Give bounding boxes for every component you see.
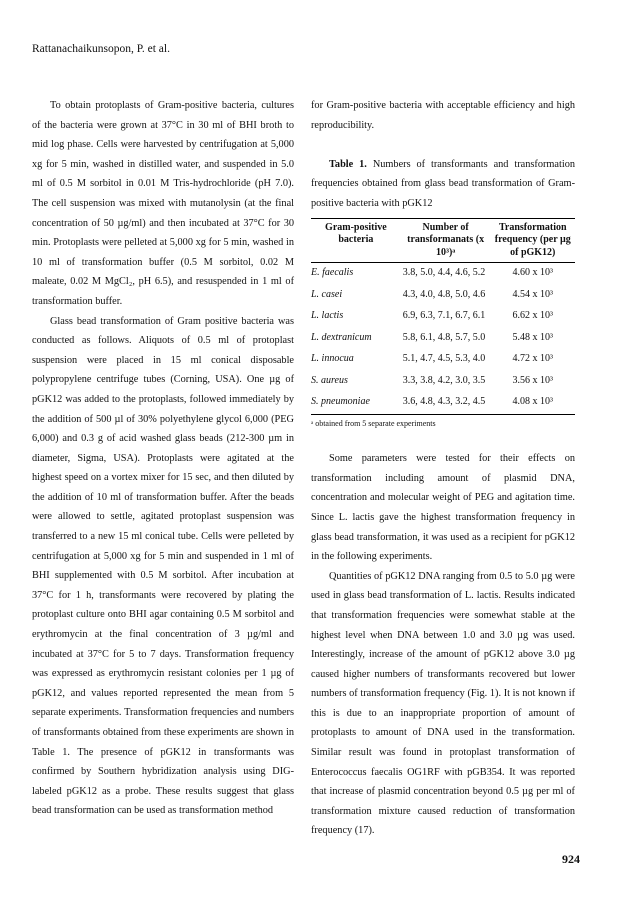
table-caption [311, 155, 575, 214]
table-cell: 4.72 x 10³ [512, 353, 553, 365]
header-frequency: Transformation frequency (per µg of pGK12) [494, 221, 571, 258]
table-caption-label: Table 1. [329, 158, 367, 170]
table-row [311, 328, 575, 350]
table-row [311, 285, 575, 307]
running-header: Rattanachaikunsopon, P. et al. [32, 43, 170, 55]
table-cell: S. aureus [311, 374, 348, 386]
table-row [311, 349, 575, 371]
table-footnote: ᵃ obtained from 5 separate experiments [311, 418, 436, 428]
left-column [32, 96, 294, 821]
table-cell: 3.3, 3.8, 4.2, 3.0, 3.5 [402, 374, 486, 386]
table-cell: 4.54 x 10³ [512, 288, 553, 300]
table-cell: L. casei [311, 288, 343, 300]
table-cell: S. pneumoniae [311, 396, 370, 408]
table-cell: E. faecalis [311, 267, 354, 279]
table-cell: 4.3, 4.0, 4.8, 5.0, 4.6 [402, 288, 486, 300]
page-number: 924 [562, 852, 580, 866]
table-row [311, 263, 575, 285]
transformation-table [311, 218, 575, 415]
table-cell: 5.48 x 10³ [512, 331, 553, 343]
table-caption-text: Numbers of transformants and transformation frequencies obtained from glass bead transformation of Gram-positive bacteria with pGK12 [311, 158, 575, 209]
table-cell: 6.9, 6.3, 7.1, 6.7, 6.1 [402, 310, 486, 322]
table-cell: L. dextranicum [311, 331, 372, 343]
table-cell: 3.6, 4.8, 4.3, 3.2, 4.5 [402, 396, 486, 408]
paragraph-protoplast-prep: To obtain protoplasts of Gram-positive bacteria, cultures of the bacteria were grown at 37°C in 30 ml of BHI broth to mid log phase. Cells were harvested by centrifugation at 5,000 xg for 5 min, washed in distilled water, and suspended in 5.0 ml of 0.5 M sorbitol in 0.01 M Tris-hydrochloride (pH 7.0). The cell suspension was mixed with mutanolysin (at the final concentration of 50 µg/ml) and then incubated at 37°C for 30 min. Protoplasts were pelleted at 5,000 xg for 5 min, washed in 10 ml of transformation buffer (0.5 M sorbitol, 0.02 M maleate, 0.02 M MgCl₂, pH 6.5), and resuspended in 1 ml of transformation buffer. [32, 100, 294, 307]
right-column [311, 96, 575, 841]
table-cell: 3.8, 5.0, 4.4, 4.6, 5.2 [402, 267, 486, 279]
table-cell: 5.1, 4.7, 4.5, 5.3, 4.0 [402, 353, 486, 365]
table-header-row [311, 218, 575, 263]
paragraph-parameters: Some parameters were tested for their effects on transformation including amount of plasmid DNA, concentration and molecular weight of PEG and agitation time. Since L. lactis gave the highest transformation frequency in glass bead transformation, it was used as a recipient for pGK12 in the following experiments. [311, 453, 575, 563]
paragraph-dna-quantities: Quantities of pGK12 DNA ranging from 0.5 to 5.0 µg were used in glass bead transformation of L. lactis. Results indicated that transformation frequencies were somewhat stable at the highest level when DNA between 1.0 and 3.0 µg was used. Interestingly, increase of the amount of pGK12 above 3.0 µg caused higher numbers of transformants recovered but lower numbers of transformation frequency (Fig. 1). It is not known if this is due to an inappropriate proportion of amount of protoplasts to amount of DNA used in the transformation. Similar result was found in protoplast transformation of Enterococcus faecalis OG1RF with pGB354. It was reported that increase of plasmid concentration beyond 0.5 µg per ml of transformation mixture caused reduction of transformation frequency (17). [311, 570, 575, 837]
table-cell: L. lactis [311, 310, 344, 322]
table-cell: 5.8, 6.1, 4.8, 5.7, 5.0 [402, 331, 486, 343]
table-row [311, 371, 575, 393]
table-cell: 4.60 x 10³ [512, 267, 553, 279]
table-cell: L. innocua [311, 353, 354, 365]
header-transformants: Number of transformanats (x 10³)ᵃ [407, 221, 485, 258]
table-cell: 4.08 x 10³ [512, 396, 553, 408]
paragraph-continuation: for Gram-positive bacteria with acceptable efficiency and high reproducibility. [311, 100, 575, 131]
header-bacteria: Gram-positive bacteria [325, 221, 387, 246]
paragraph-glass-bead-method: Glass bead transformation of Gram positive bacteria was conducted as follows. Aliquots of 0.5 ml of protoplast suspension were placed in 15 ml conical disposable polypropylene centrifuge tubes (Corning, USA). One µg of pGK12 was added to the protoplasts, followed immediately by the addition of 500 µl of 30% polyethylene glycol 6,000 (PEG 6,000) and 0.3 g of acid washed glass beads (212-300 µm in diameter, Sigma, USA). Protoplasts were agitated at the highest speed on a vortex mixer for 15 sec, and then diluted by the addition of 10 ml of transformation buffer. After the beads were allowed to settle, agitated protoplast suspension was transferred to a new 15 ml conical tube. Cells were pelleted by centrifugation at 5,000 xg for 5 min and suspended in 1 ml of BHI supplemented with 0.5 M sorbitol. After incubation at 37°C for 1 h, transformants were recovered by plating the protoplast culture onto BHI agar containing 0.5 M sorbitol and erythromycin at the final concentration of 3 µg/ml and incubated at 37°C for 5 to 7 days. Transformation frequency was expressed as erythromycin resistant colonies per 1 µg of pGK12, and values reported represented the mean from 5 separate experiments. Transformation frequencies and numbers of transformants obtained from these experiments are shown in Table 1. The presence of pGK12 in transformants was confirmed by Southern hybridization analysis using DIG-labeled pGK12 as a probe. These results suggest that glass bead transformation can be used as transformation method [32, 315, 294, 817]
table-row [311, 306, 575, 328]
table-cell: 3.56 x 10³ [512, 374, 553, 386]
table-row [311, 392, 575, 414]
table-cell: 6.62 x 10³ [512, 310, 553, 322]
